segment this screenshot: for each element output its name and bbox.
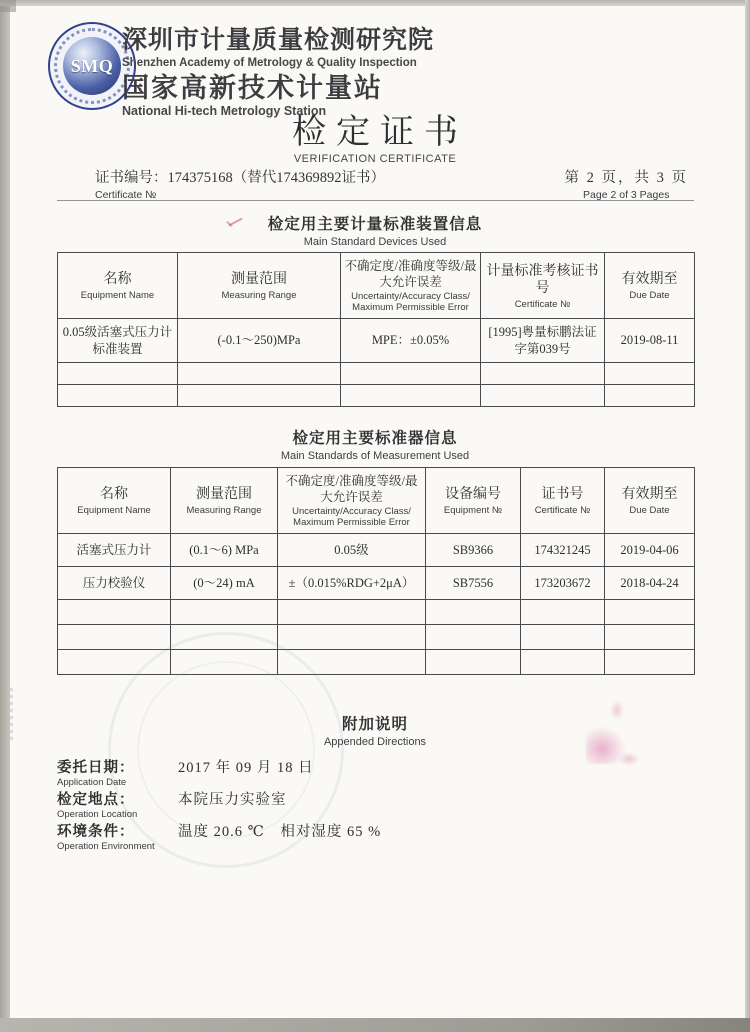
devices-table	[57, 252, 695, 407]
column-header: 名称 Equipment Name	[58, 253, 178, 319]
table-cell: ±（0.015%RDG+2μA）	[278, 567, 426, 600]
info-item-application-date	[57, 756, 617, 788]
organization-block	[122, 27, 434, 118]
info-value: 2017 年 09 月 18 日	[178, 760, 314, 776]
table-cell: 2019-04-06	[605, 534, 695, 567]
column-header: 有效期至 Due Date	[605, 253, 695, 319]
column-header: 不确定度/准确度等级/最大允许误差 Uncertainty/Accuracy Class/ Maximum Permissible Error	[278, 468, 426, 534]
info-item-operation-location	[57, 788, 617, 820]
organization-name-cn: 深圳市计量质量检测研究院	[122, 26, 435, 54]
page-number-cn: 第 2 页，共 3 页	[564, 170, 688, 186]
document-title-en: VERIFICATION CERTIFICATE	[293, 153, 457, 166]
info-value: 本院压力实验室	[178, 792, 287, 808]
column-header: 有效期至 Due Date	[605, 468, 695, 534]
table-row	[58, 534, 695, 567]
table-cell: 0.05级	[278, 534, 426, 567]
column-header: 计量标准考核证书号 Certificate №	[481, 253, 605, 319]
table-cell: MPE：±0.05%	[341, 319, 481, 363]
column-header: 测量范围 Measuring Range	[171, 468, 278, 534]
standards-table	[57, 467, 695, 675]
page-number-en: Page 2 of 3 Pages	[583, 189, 670, 201]
section-devices-title-en: Main Standard Devices Used	[303, 236, 447, 248]
table-cell: 活塞式压力计	[58, 534, 171, 567]
organization-name-en: Shenzhen Academy of Metrology & Quality Inspection	[122, 56, 417, 69]
table-cell: SB7556	[426, 567, 521, 600]
info-label-cn: 检定地点：	[57, 792, 135, 808]
table-cell: 173203672	[521, 567, 605, 600]
certificate-number-cn: 证书编号：174375168（替代174369892证书）	[95, 170, 385, 186]
info-item-operation-environment	[57, 820, 617, 852]
section-standards-title-en: Main Standards of Measurement Used	[280, 450, 470, 462]
section-appended-title-cn: 附加说明	[341, 716, 408, 733]
table-cell: 2019-08-11	[605, 319, 695, 363]
devices-table-header-row	[58, 253, 695, 319]
section-standards-title	[0, 426, 750, 462]
section-appended-title	[0, 712, 750, 748]
column-header: 设备编号 Equipment №	[426, 468, 521, 534]
table-cell: (-0.1～250)MPa	[178, 319, 341, 363]
table-cell: 0.05级活塞式压力计标准装置	[58, 319, 178, 363]
header-divider	[57, 200, 694, 201]
appended-info-list	[57, 756, 617, 852]
table-cell: (0～24) mA	[171, 567, 278, 600]
certificate-number-block	[95, 166, 385, 201]
column-header: 测量范围 Measuring Range	[178, 253, 341, 319]
info-label-cn: 环境条件：	[57, 824, 135, 840]
table-cell: SB9366	[426, 534, 521, 567]
column-header: 证书号 Certificate №	[521, 468, 605, 534]
table-row	[58, 319, 695, 363]
station-name-cn: 国家高新技术计量站	[122, 72, 383, 103]
section-appended-title-en: Appended Directions	[323, 736, 427, 748]
info-label-en: Operation Environment	[57, 841, 155, 852]
table-cell: [1995]粤量标鹏法证字第039号	[481, 319, 605, 363]
station-name-en: National Hi-tech Metrology Station	[122, 104, 327, 119]
standards-table-header-row	[58, 468, 695, 534]
scan-corner-mark	[0, 0, 16, 12]
table-cell: 2018-04-24	[605, 567, 695, 600]
page-number-block	[565, 166, 689, 201]
scan-edge-top	[0, 0, 750, 6]
table-cell: 压力校验仪	[58, 567, 171, 600]
document-title-cn: 检定证书	[292, 114, 468, 151]
empty-table-row	[58, 385, 695, 407]
document-title	[0, 113, 750, 165]
scan-edge-bottom	[0, 1018, 750, 1032]
table-row	[58, 567, 695, 600]
section-devices-title	[0, 212, 750, 248]
info-label-cn: 委托日期：	[57, 760, 135, 776]
section-standards-title-cn: 检定用主要标准器信息	[292, 430, 458, 447]
empty-table-row	[58, 650, 695, 675]
info-label-en: Application Date	[57, 777, 127, 788]
table-cell: 174321245	[521, 534, 605, 567]
info-label-en: Operation Location	[57, 809, 138, 820]
empty-table-row	[58, 363, 695, 385]
pink-ink-smudge	[618, 752, 640, 766]
empty-table-row	[58, 600, 695, 625]
empty-table-row	[58, 625, 695, 650]
logo-text: SMQ	[70, 55, 114, 76]
column-header: 不确定度/准确度等级/最大允许误差 Uncertainty/Accuracy Class/ Maximum Permissible Error	[341, 253, 481, 319]
logo-sphere	[63, 37, 121, 95]
column-header: 名称 Equipment Name	[58, 468, 171, 534]
info-value: 温度 20.6 ℃ 相对湿度 65 %	[178, 824, 382, 840]
table-cell: (0.1～6) MPa	[171, 534, 278, 567]
certificate-number-en: Certificate №	[95, 189, 157, 201]
section-devices-title-cn: 检定用主要计量标准装置信息	[267, 216, 483, 233]
